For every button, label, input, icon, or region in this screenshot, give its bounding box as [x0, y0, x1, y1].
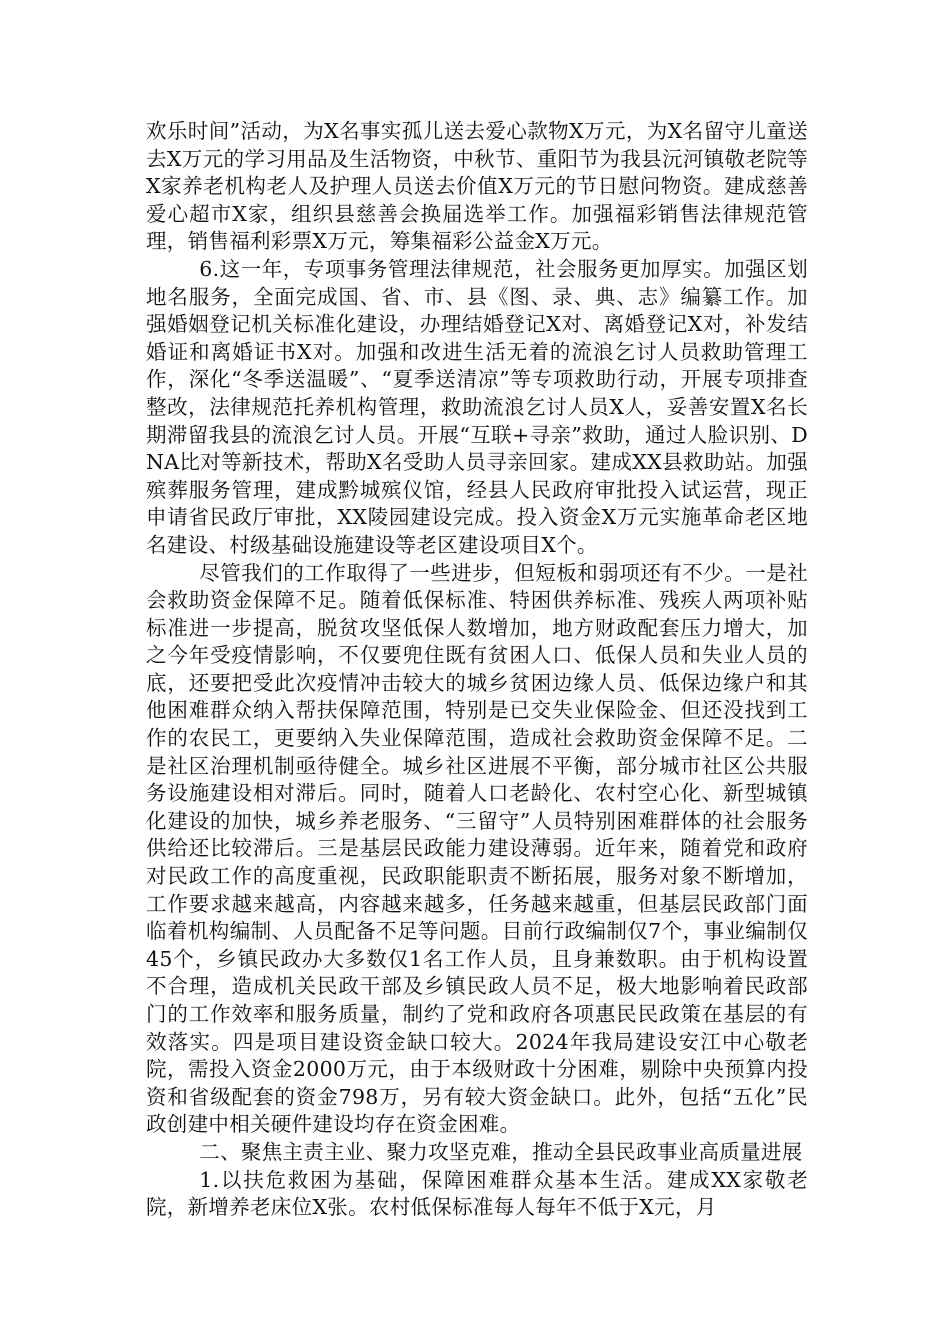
- section-heading-two: 二、聚焦主责主业、聚力攻坚克难，推动全县民政事业高质量进展: [199, 1139, 803, 1164]
- paragraph-special-affairs: 6.这一年，专项事务管理法律规范，社会服务更加厚实。加强区划地名服务，全面完成国、省、市、县《图、录、典、志》编纂工作。加强婚姻登记机关标准化建设，办理结婚登记X对、离婚登记X对，补发结婚证和离婚证书X对。加强和改进生活无着的流浪乞讨人员救助管理工作，深化“冬季送温暖”、“夏季送清凉”等专项救助行动，开展专项排查整改，法律规范托养机构管理，救助流浪乞讨人员X人，妥善安置X名长期滞留我县的流浪乞讨人员。开展“互联+寻亲”救助，通过人脸识别、DNA比对等新技术，帮助X名受助人员寻亲回家。建成XX县救助站。加强殡葬服务管理，建成黔城殡仪馆，经县人民政府审批投入试运营，现正申请省民政厅审批，XX陵园建设完成。投入资金X万元实施革命老区地名建设、村级基础设施建设等老区建设项目X个。: [146, 256, 808, 557]
- paragraph-charity-summary: 欢乐时间”活动，为X名事实孤儿送去爱心款物X万元，为X名留守儿童送去X万元的学习用品及生活物资，中秋节、重阳节为我县沅河镇敬老院等X家养老机构老人及护理人员送去价值X万元的节日慰问物资。建成慈善爱心超市X家，组织县慈善会换届选举工作。加强福彩销售法律规范管理，销售福利彩票X万元，筹集福彩公益金X万元。: [146, 119, 808, 254]
- document-body: [146, 118, 808, 1222]
- paragraph-shortcomings: 尽管我们的工作取得了一些进步，但短板和弱项还有不少。一是社会救助资金保障不足。随着低保标准、特困供养标准、残疾人两项补贴标准进一步提高，脱贫攻坚低保人数增加，地方财政配套压力增大，加之今年受疫情影响，不仅要兜住既有贫困人口、低保人员和失业人员的底，还要把受此次疫情冲击较大的城乡贫困边缘人员、低保边缘户和其他困难群众纳入帮扶保障范围，特别是已交失业保险金、但还没找到工作的农民工，更要纳入失业保障范围，造成社会救助资金保障不足。二是社区治理机制亟待健全。城乡社区进展不平衡，部分城市社区公共服务设施建设相对滞后。同时，随着人口老龄化、农村空心化、新型城镇化建设的加快，城乡养老服务、“三留守”人员特别困难群体的社会服务供给还比较滞后。三是基层民政能力建设薄弱。近年来，随着党和政府对民政工作的高度重视，民政职能职责不断拓展，服务对象不断增加，工作要求越来越高，内容越来越多，任务越来越重，但基层民政部门面临着机构编制、人员配备不足等问题。目前行政编制仅7个，事业编制仅45个，乡镇民政办大多数仅1名工作人员，且身兼数职。由于机构设置不合理，造成机关民政干部及乡镇民政人员不足，极大地影响着民政部门的工作效率和服务质量，制约了党和政府各项惠民民政策在基层的有效落实。四是项目建设资金缺口较大。2024年我局建设安江中心敬老院，需投入资金2000万元，由于本级财政十分困难，剔除中央预算内投资和省级配套的资金798万，另有较大资金缺口。此外，包括“五化”民政创建中相关硬件建设均存在资金困难。: [146, 560, 808, 1137]
- paragraph-relief-basis: 1.以扶危救困为基础，保障困难群众基本生活。建成XX家敬老院，新增养老床位X张。农村低保标准每人每年不低于X元，月: [146, 1167, 808, 1220]
